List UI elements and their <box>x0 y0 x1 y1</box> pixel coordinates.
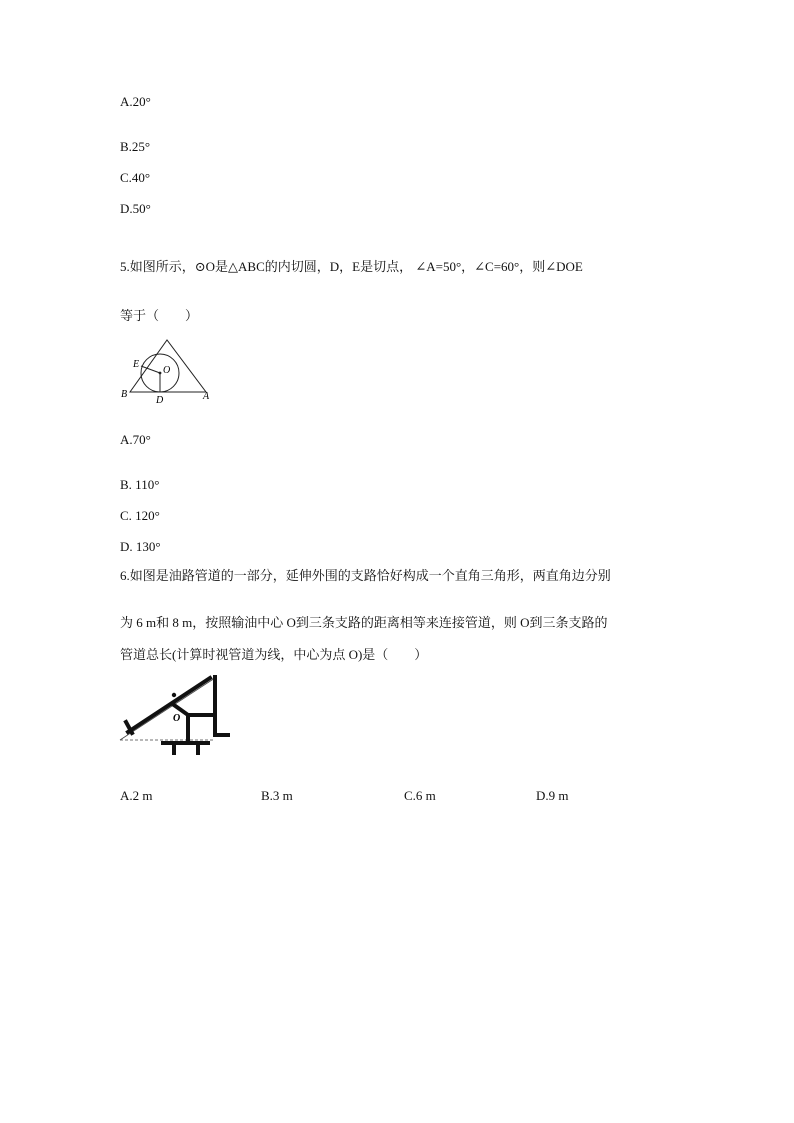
center-o-dot <box>159 372 162 375</box>
q6-option-a: A.2 m <box>120 788 153 803</box>
q5-option-a: A.70° <box>120 432 151 447</box>
q6-stem-line3: 管道总长(计算时视管道为线，中心为点 O)是（ ） <box>120 647 428 662</box>
label-d: D <box>156 395 164 406</box>
pipe-joint <box>172 693 176 697</box>
q4-option-a: A.20° <box>120 94 151 109</box>
q5-option-c: C. 120° <box>120 508 160 523</box>
label-a: A <box>203 391 210 402</box>
label-b: B <box>121 389 128 400</box>
label-e: E <box>133 359 140 370</box>
q6-option-c: C.6 m <box>404 788 436 803</box>
hypotenuse-line <box>120 678 215 740</box>
q5-stem-line2: 等于（ ） <box>120 308 199 323</box>
q5-option-b: B. 110° <box>120 477 160 492</box>
q5-stem-line1: 5.如图所示，⊙O是△ABC的内切圆，D，E是切点， ∠A=50°，∠C=60°，则∠DOE <box>120 259 583 274</box>
q4-option-b: B.25° <box>120 139 151 154</box>
q6-option-d: D.9 m <box>536 788 569 803</box>
q6-stem-line1: 6.如图是油路管道的一部分，延伸外围的支路恰好构成一个直角三角形，两直角边分别 <box>120 568 611 583</box>
q6-stem-line2: 为 6 m和 8 m，按照输油中心 O到三条支路的距离相等来连接管道，则 O到三条支路的 <box>120 615 608 630</box>
q5-option-d: D. 130° <box>120 539 161 554</box>
q5-incircle-figure <box>118 334 218 406</box>
q6-option-b: B.3 m <box>261 788 293 803</box>
q4-option-c: C.40° <box>120 170 151 185</box>
diagonal-pipe <box>128 678 210 732</box>
q6-pipeline-figure <box>118 675 234 757</box>
label-o: O <box>173 713 181 724</box>
q4-option-d: D.50° <box>120 201 151 216</box>
label-o: O <box>163 365 171 376</box>
